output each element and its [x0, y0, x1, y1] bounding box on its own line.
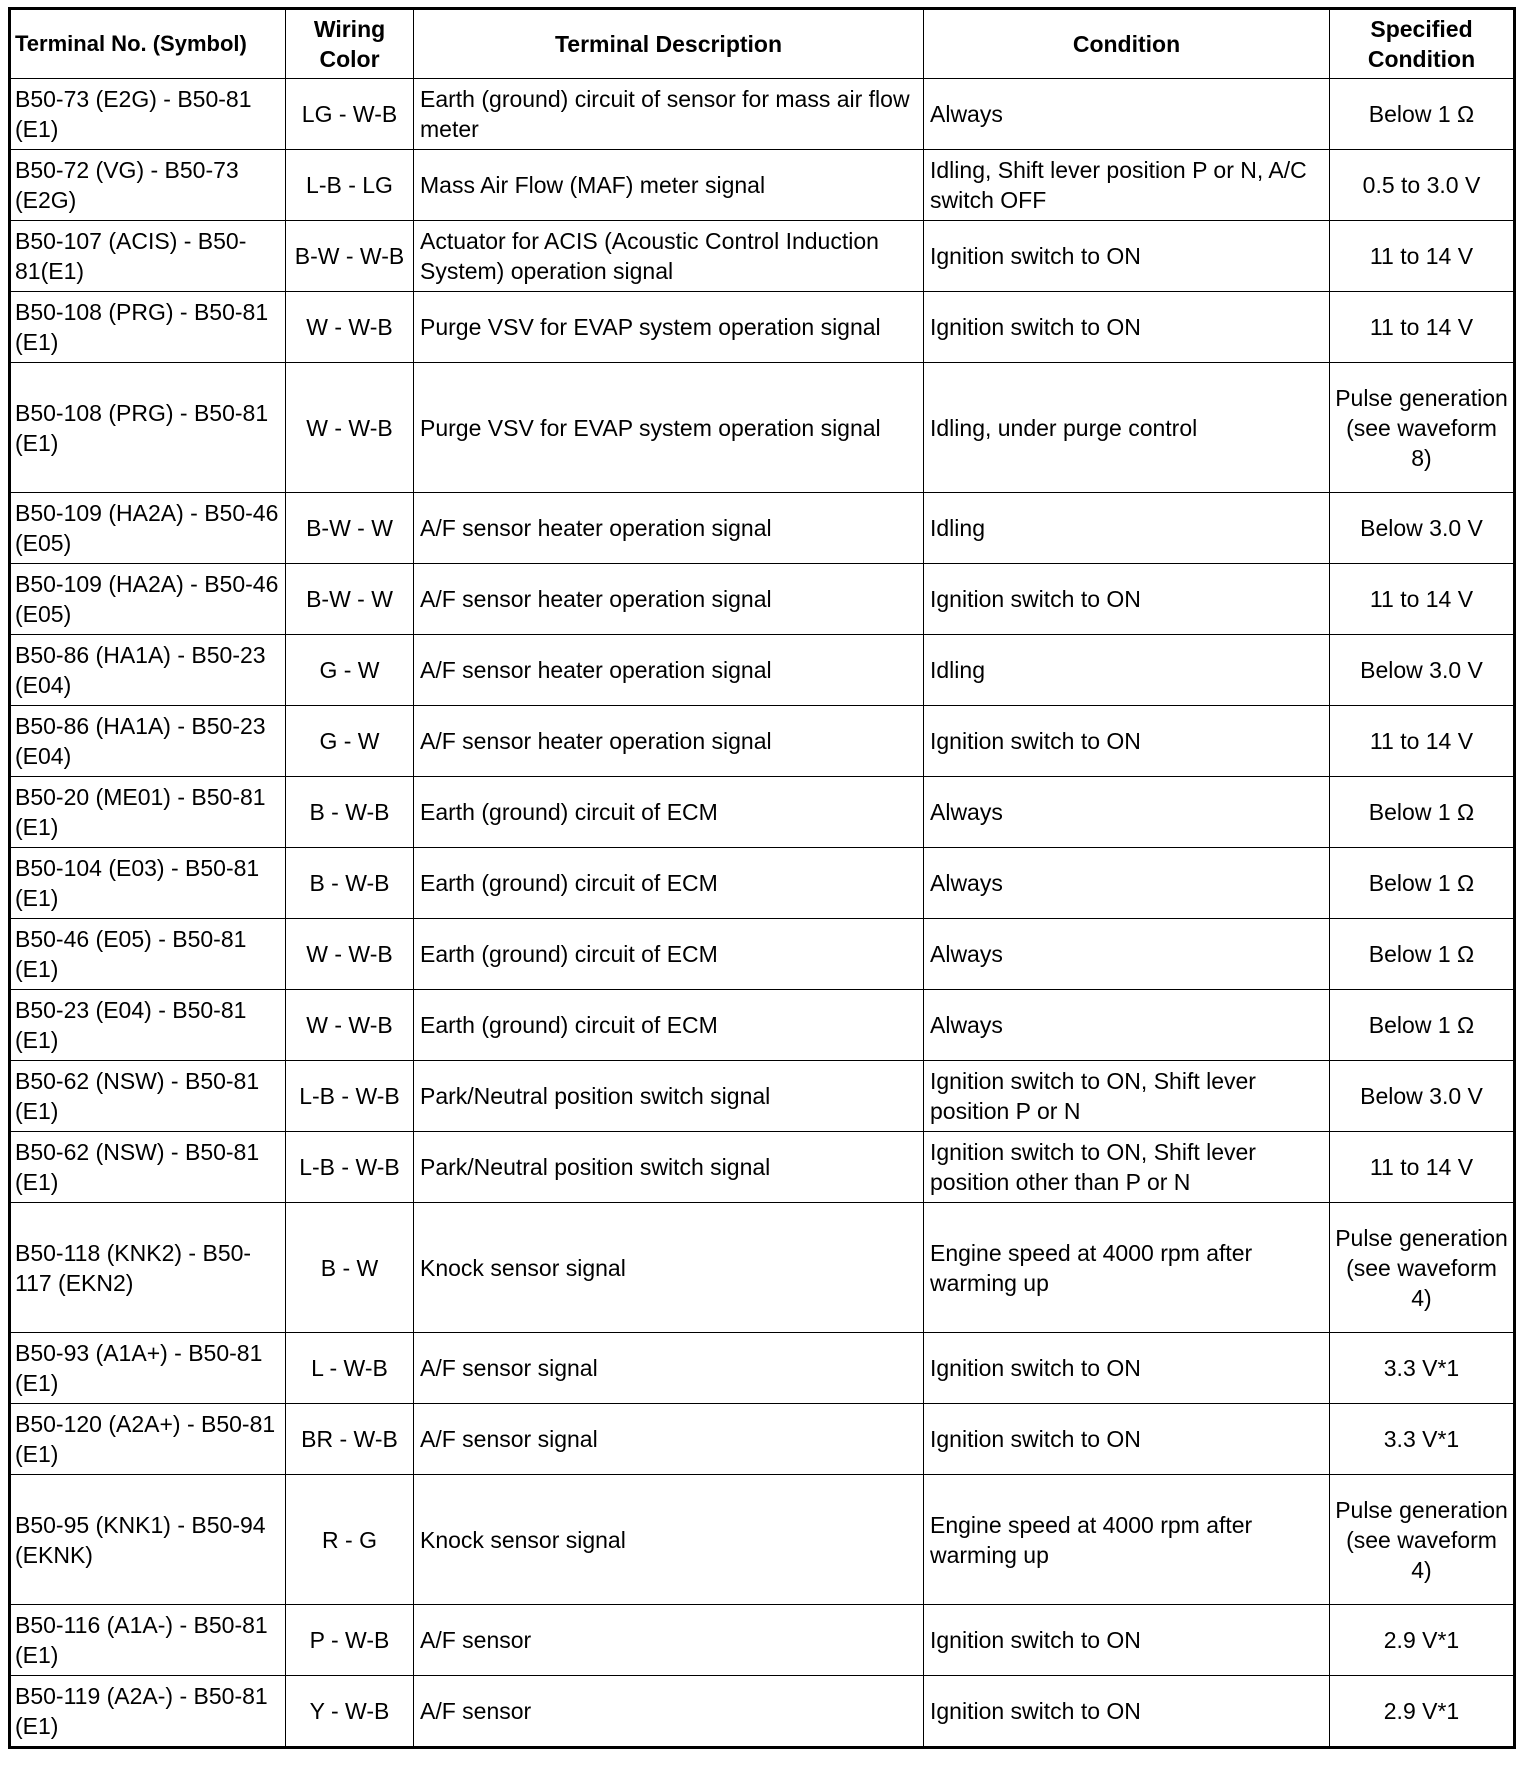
- terminal-cell: B50-120 (A2A+) - B50-81 (E1): [10, 1404, 286, 1475]
- table-row: [10, 1132, 1515, 1203]
- specified-condition-cell: 2.9 V*1: [1330, 1605, 1515, 1676]
- condition-cell: Ignition switch to ON: [924, 221, 1330, 292]
- wiring-color-cell: L-B - W-B: [286, 1061, 414, 1132]
- wiring-color-cell: Y - W-B: [286, 1676, 414, 1748]
- condition-cell: Always: [924, 79, 1330, 150]
- wiring-color-cell: BR - W-B: [286, 1404, 414, 1475]
- condition-cell: Idling, under purge control: [924, 363, 1330, 493]
- condition-cell: Ignition switch to ON: [924, 292, 1330, 363]
- description-cell: Purge VSV for EVAP system operation signal: [414, 292, 924, 363]
- specified-condition-cell: Below 1 Ω: [1330, 990, 1515, 1061]
- description-cell: A/F sensor: [414, 1676, 924, 1748]
- terminal-cell: B50-109 (HA2A) - B50-46 (E05): [10, 564, 286, 635]
- table-row: [10, 564, 1515, 635]
- wiring-color-cell: B-W - W: [286, 564, 414, 635]
- description-cell: Purge VSV for EVAP system operation signal: [414, 363, 924, 493]
- table-row: [10, 635, 1515, 706]
- specified-condition-cell: Below 3.0 V: [1330, 1061, 1515, 1132]
- wiring-color-cell: L-B - LG: [286, 150, 414, 221]
- terminal-cell: B50-86 (HA1A) - B50-23 (E04): [10, 635, 286, 706]
- description-cell: Earth (ground) circuit of sensor for mass air flow meter: [414, 79, 924, 150]
- wiring-color-cell: G - W: [286, 706, 414, 777]
- table-header-row: [10, 9, 1515, 79]
- wiring-color-cell: B - W: [286, 1203, 414, 1333]
- table-row: [10, 1605, 1515, 1676]
- specified-condition-cell: 2.9 V*1: [1330, 1676, 1515, 1748]
- table-row: [10, 1061, 1515, 1132]
- wiring-color-cell: L - W-B: [286, 1333, 414, 1404]
- terminal-cell: B50-119 (A2A-) - B50-81 (E1): [10, 1676, 286, 1748]
- terminal-cell: B50-95 (KNK1) - B50-94 (EKNK): [10, 1475, 286, 1605]
- specified-condition-cell: Pulse generation (see waveform 4): [1330, 1475, 1515, 1605]
- description-cell: A/F sensor heater operation signal: [414, 635, 924, 706]
- table-row: [10, 1475, 1515, 1605]
- description-cell: Knock sensor signal: [414, 1475, 924, 1605]
- header-terminal-description: Terminal Description: [414, 9, 924, 79]
- description-cell: Earth (ground) circuit of ECM: [414, 848, 924, 919]
- wiring-color-cell: W - W-B: [286, 363, 414, 493]
- condition-cell: Always: [924, 990, 1330, 1061]
- specified-condition-cell: Below 1 Ω: [1330, 919, 1515, 990]
- description-cell: Earth (ground) circuit of ECM: [414, 777, 924, 848]
- condition-cell: Idling: [924, 493, 1330, 564]
- specified-condition-cell: 3.3 V*1: [1330, 1404, 1515, 1475]
- condition-cell: Ignition switch to ON: [924, 564, 1330, 635]
- condition-cell: Engine speed at 4000 rpm after warming up: [924, 1475, 1330, 1605]
- specified-condition-cell: Below 3.0 V: [1330, 635, 1515, 706]
- table-row: [10, 150, 1515, 221]
- wiring-color-cell: G - W: [286, 635, 414, 706]
- specified-condition-cell: Below 1 Ω: [1330, 777, 1515, 848]
- terminal-inspection-table: [8, 7, 1516, 1749]
- description-cell: Park/Neutral position switch signal: [414, 1132, 924, 1203]
- description-cell: Earth (ground) circuit of ECM: [414, 990, 924, 1061]
- terminal-cell: B50-86 (HA1A) - B50-23 (E04): [10, 706, 286, 777]
- table-row: [10, 1203, 1515, 1333]
- terminal-cell: B50-108 (PRG) - B50-81 (E1): [10, 292, 286, 363]
- description-cell: A/F sensor signal: [414, 1333, 924, 1404]
- condition-cell: Idling: [924, 635, 1330, 706]
- table-row: [10, 777, 1515, 848]
- terminal-cell: B50-118 (KNK2) - B50-117 (EKN2): [10, 1203, 286, 1333]
- specified-condition-cell: 11 to 14 V: [1330, 1132, 1515, 1203]
- terminal-cell: B50-107 (ACIS) - B50-81(E1): [10, 221, 286, 292]
- terminal-cell: B50-23 (E04) - B50-81 (E1): [10, 990, 286, 1061]
- specified-condition-cell: 11 to 14 V: [1330, 564, 1515, 635]
- header-wiring-color: Wiring Color: [286, 9, 414, 79]
- condition-cell: Ignition switch to ON: [924, 1404, 1330, 1475]
- specified-condition-cell: 3.3 V*1: [1330, 1333, 1515, 1404]
- wiring-color-cell: W - W-B: [286, 990, 414, 1061]
- table-row: [10, 79, 1515, 150]
- terminal-cell: B50-20 (ME01) - B50-81 (E1): [10, 777, 286, 848]
- wiring-color-cell: P - W-B: [286, 1605, 414, 1676]
- header-condition: Condition: [924, 9, 1330, 79]
- wiring-color-cell: B-W - W: [286, 493, 414, 564]
- condition-cell: Ignition switch to ON: [924, 1676, 1330, 1748]
- table-row: [10, 1676, 1515, 1748]
- terminal-cell: B50-116 (A1A-) - B50-81 (E1): [10, 1605, 286, 1676]
- table-row: [10, 990, 1515, 1061]
- terminal-cell: B50-62 (NSW) - B50-81 (E1): [10, 1061, 286, 1132]
- header-specified-condition: Specified Condition: [1330, 9, 1515, 79]
- description-cell: A/F sensor heater operation signal: [414, 564, 924, 635]
- table-row: [10, 919, 1515, 990]
- wiring-color-cell: B - W-B: [286, 777, 414, 848]
- table-row: [10, 221, 1515, 292]
- description-cell: Knock sensor signal: [414, 1203, 924, 1333]
- terminal-cell: B50-93 (A1A+) - B50-81 (E1): [10, 1333, 286, 1404]
- terminal-cell: B50-108 (PRG) - B50-81 (E1): [10, 363, 286, 493]
- specified-condition-cell: Below 1 Ω: [1330, 848, 1515, 919]
- table-row: [10, 493, 1515, 564]
- table-row: [10, 848, 1515, 919]
- condition-cell: Engine speed at 4000 rpm after warming up: [924, 1203, 1330, 1333]
- condition-cell: Ignition switch to ON: [924, 1333, 1330, 1404]
- specified-condition-cell: Below 3.0 V: [1330, 493, 1515, 564]
- wiring-color-cell: R - G: [286, 1475, 414, 1605]
- description-cell: Earth (ground) circuit of ECM: [414, 919, 924, 990]
- condition-cell: Always: [924, 777, 1330, 848]
- condition-cell: Ignition switch to ON: [924, 706, 1330, 777]
- wiring-color-cell: B-W - W-B: [286, 221, 414, 292]
- wiring-color-cell: W - W-B: [286, 919, 414, 990]
- terminal-cell: B50-72 (VG) - B50-73 (E2G): [10, 150, 286, 221]
- table-row: [10, 363, 1515, 493]
- condition-cell: Ignition switch to ON, Shift lever position other than P or N: [924, 1132, 1330, 1203]
- table-body: [10, 79, 1515, 1748]
- description-cell: Mass Air Flow (MAF) meter signal: [414, 150, 924, 221]
- wiring-color-cell: L-B - W-B: [286, 1132, 414, 1203]
- description-cell: A/F sensor heater operation signal: [414, 493, 924, 564]
- wiring-color-cell: B - W-B: [286, 848, 414, 919]
- terminal-cell: B50-46 (E05) - B50-81 (E1): [10, 919, 286, 990]
- condition-cell: Ignition switch to ON: [924, 1605, 1330, 1676]
- specified-condition-cell: 11 to 14 V: [1330, 292, 1515, 363]
- specified-condition-cell: Pulse generation (see waveform 8): [1330, 363, 1515, 493]
- specified-condition-cell: Below 1 Ω: [1330, 79, 1515, 150]
- table-row: [10, 706, 1515, 777]
- description-cell: A/F sensor: [414, 1605, 924, 1676]
- table-row: [10, 1333, 1515, 1404]
- condition-cell: Ignition switch to ON, Shift lever position P or N: [924, 1061, 1330, 1132]
- terminal-cell: B50-73 (E2G) - B50-81 (E1): [10, 79, 286, 150]
- specified-condition-cell: 11 to 14 V: [1330, 221, 1515, 292]
- description-cell: Park/Neutral position switch signal: [414, 1061, 924, 1132]
- terminal-cell: B50-62 (NSW) - B50-81 (E1): [10, 1132, 286, 1203]
- condition-cell: Always: [924, 919, 1330, 990]
- terminal-cell: B50-104 (E03) - B50-81 (E1): [10, 848, 286, 919]
- wiring-color-cell: LG - W-B: [286, 79, 414, 150]
- specified-condition-cell: 11 to 14 V: [1330, 706, 1515, 777]
- condition-cell: Always: [924, 848, 1330, 919]
- condition-cell: Idling, Shift lever position P or N, A/C switch OFF: [924, 150, 1330, 221]
- wiring-color-cell: W - W-B: [286, 292, 414, 363]
- table-row: [10, 1404, 1515, 1475]
- specified-condition-cell: 0.5 to 3.0 V: [1330, 150, 1515, 221]
- description-cell: A/F sensor heater operation signal: [414, 706, 924, 777]
- description-cell: A/F sensor signal: [414, 1404, 924, 1475]
- description-cell: Actuator for ACIS (Acoustic Control Induction System) operation signal: [414, 221, 924, 292]
- specified-condition-cell: Pulse generation (see waveform 4): [1330, 1203, 1515, 1333]
- terminal-cell: B50-109 (HA2A) - B50-46 (E05): [10, 493, 286, 564]
- header-terminal-no: Terminal No. (Symbol): [10, 9, 286, 79]
- table-row: [10, 292, 1515, 363]
